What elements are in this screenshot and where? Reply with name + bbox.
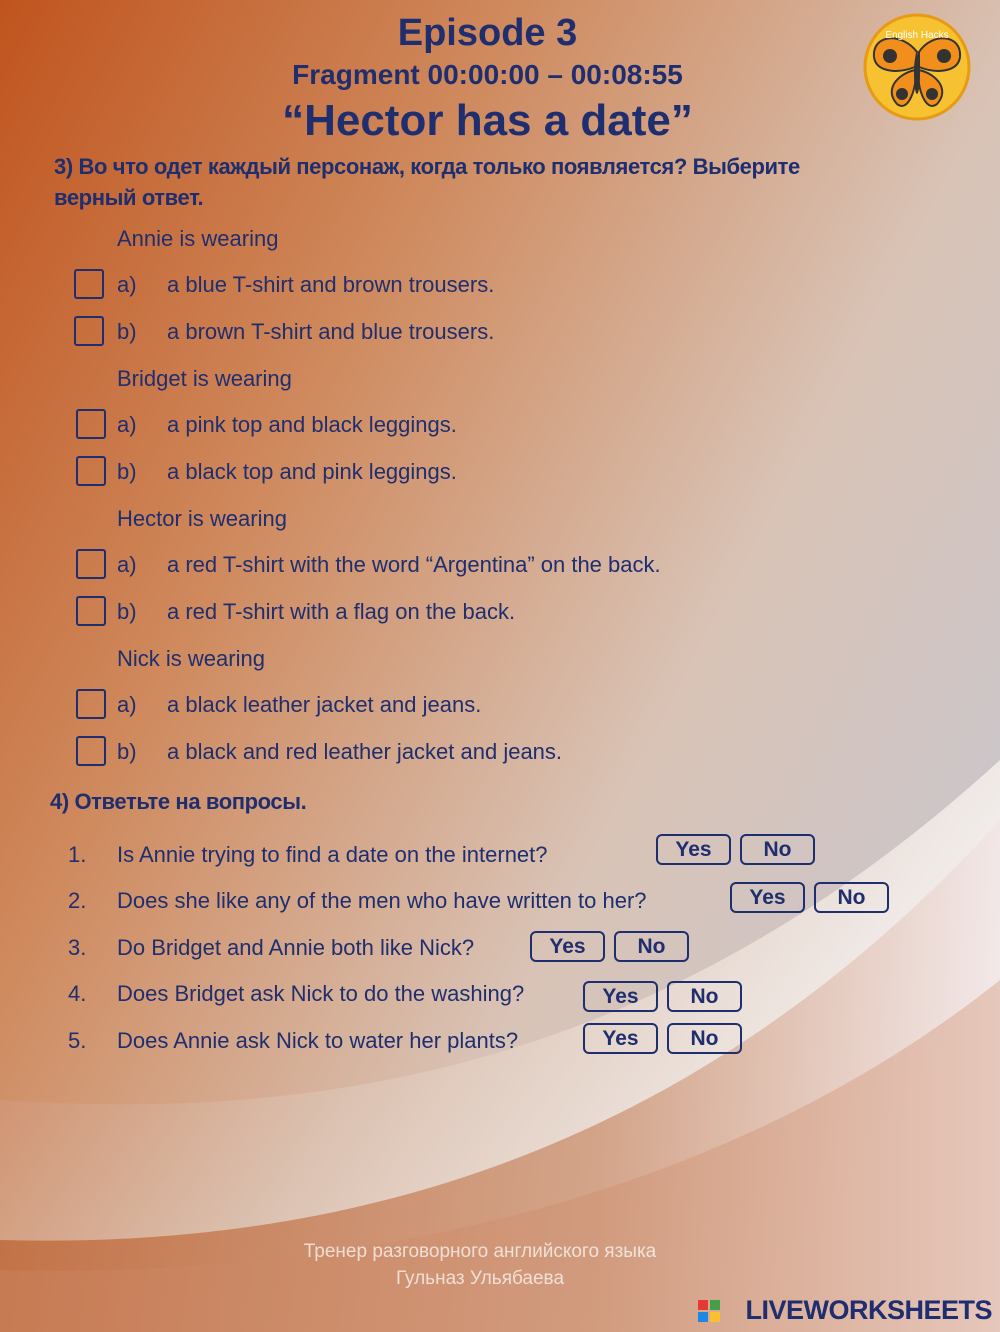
answer-checkbox[interactable] (76, 596, 106, 626)
episode-title: “Hector has a date” (282, 96, 693, 145)
option-letter: b) (117, 739, 137, 764)
section3-prompt: 3) Во что одет каждый персонаж, когда только появляется? Выберите верный ответ. (54, 154, 800, 210)
option-letter: b) (117, 459, 137, 484)
no-button[interactable]: No (614, 931, 689, 962)
answer-checkbox[interactable] (76, 689, 106, 719)
section4-prompt: 4) Ответьте на вопросы. (50, 789, 307, 814)
group-subject: Bridget is wearing (117, 366, 292, 391)
question-number: 2. (68, 888, 87, 913)
question-text: Do Bridget and Annie both like Nick? (117, 935, 475, 960)
yes-button[interactable]: Yes (730, 882, 805, 913)
question-text: Is Annie trying to find a date on the internet? (117, 842, 548, 867)
option-text: a red T-shirt with a flag on the back. (167, 599, 516, 624)
yes-button[interactable]: Yes (583, 1023, 658, 1054)
logo-text: English Hacks (885, 30, 949, 41)
option-letter: b) (117, 599, 137, 624)
fragment-subheading: Fragment 00:00:00 – 00:08:55 (292, 59, 683, 90)
option-letter: b) (117, 319, 137, 344)
option-letter: a) (117, 272, 137, 297)
answer-checkbox[interactable] (74, 269, 104, 299)
group-subject: Nick is wearing (117, 646, 265, 671)
question-number: 3. (68, 935, 87, 960)
credit-line-1: Тренер разговорного английского языка (303, 1241, 657, 1262)
question-text: Does Annie ask Nick to water her plants? (117, 1028, 519, 1053)
liveworksheets-logo-icon (698, 1300, 720, 1322)
no-button[interactable]: No (667, 1023, 742, 1054)
option-text: a black leather jacket and jeans. (167, 692, 482, 717)
option-text: a black and red leather jacket and jeans. (167, 739, 563, 764)
no-button[interactable]: No (667, 981, 742, 1012)
group-subject: Annie is wearing (117, 226, 279, 251)
no-button[interactable]: No (740, 834, 815, 865)
question-number: 5. (68, 1028, 87, 1053)
option-text: a red T-shirt with the word “Argentina” on the back. (167, 552, 661, 577)
option-text: a blue T-shirt and brown trousers. (167, 272, 495, 297)
butterfly-logo (862, 12, 972, 122)
option-text: a pink top and black leggings. (167, 412, 457, 437)
answer-checkbox[interactable] (74, 316, 104, 346)
no-button[interactable]: No (814, 882, 889, 913)
group-subject: Hector is wearing (117, 506, 287, 531)
yes-button[interactable]: Yes (656, 834, 731, 865)
liveworksheets-brand: LIVEWORKSHEETS (745, 1295, 992, 1325)
credit-line-2: Гульназ Ульябаева (395, 1268, 565, 1289)
answer-checkbox[interactable] (76, 409, 106, 439)
option-letter: a) (117, 552, 137, 577)
option-letter: a) (117, 692, 137, 717)
answer-checkbox[interactable] (76, 549, 106, 579)
question-number: 4. (68, 981, 87, 1006)
question-text: Does Bridget ask Nick to do the washing? (117, 981, 525, 1006)
episode-heading: Episode 3 (397, 12, 578, 54)
answer-checkbox[interactable] (76, 736, 106, 766)
yes-button[interactable]: Yes (583, 981, 658, 1012)
option-letter: a) (117, 412, 137, 437)
question-number: 1. (68, 842, 87, 867)
option-text: a brown T-shirt and blue trousers. (167, 319, 495, 344)
answer-checkbox[interactable] (76, 456, 106, 486)
yes-button[interactable]: Yes (530, 931, 605, 962)
option-text: a black top and pink leggings. (167, 459, 457, 484)
question-text: Does she like any of the men who have written to her? (117, 888, 647, 913)
